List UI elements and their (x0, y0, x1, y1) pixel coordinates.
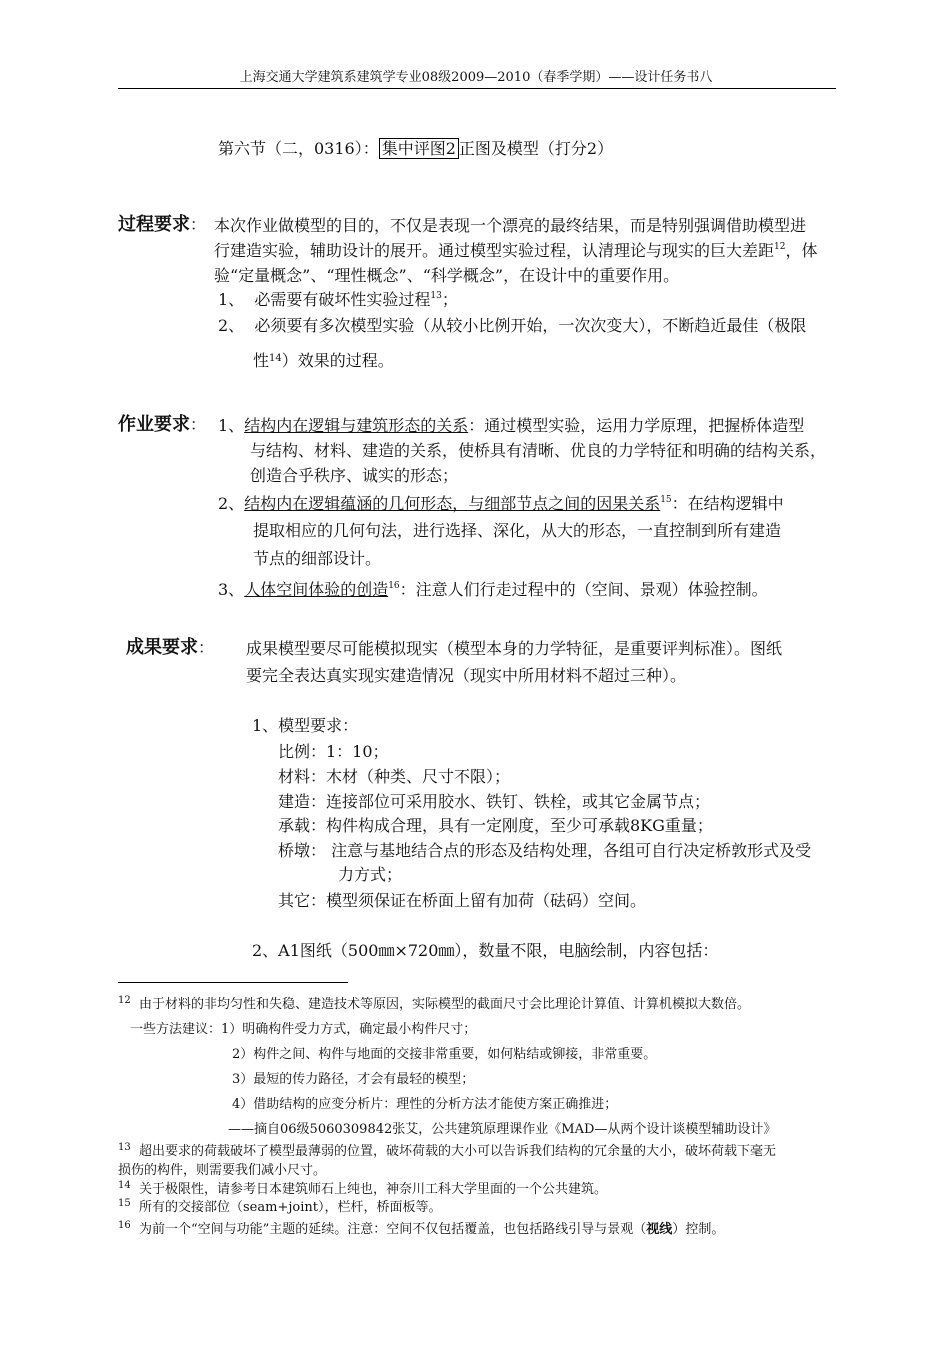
model-other: 其它：模型须保证在桥面上留有加荷（砝码）空间。 (278, 891, 647, 910)
assignment-item-3-num: 3、 (218, 580, 245, 599)
assignment-item-2-line-2: 提取相应的几何句法，进行选择、深化，从大的形态，一直控制到所有建造 (253, 521, 782, 540)
assignment-label: 作业要求 (118, 414, 190, 435)
model-load: 承载：构件构成合理，具有一定刚度，至少可承载8KG重量； (278, 816, 713, 835)
process-item-1-num: 1、 (218, 290, 245, 309)
footnote-ref-13: 13 (430, 291, 442, 301)
footnote-ref-12: 12 (774, 242, 786, 252)
footnote-14-number: 14 (118, 1180, 131, 1191)
process-item-2 (218, 313, 806, 336)
assignment-item-3-rest: ：注意人们行走过程中的（空间、景观）体验控制。 (399, 580, 768, 599)
footnote-12-text: 由于材料的非均匀性和失稳、建造技术等原因，实际模型的截面尺寸会比理论计算值、计算机模拟大数倍。 (139, 997, 751, 1012)
footnote-15 (118, 1196, 441, 1215)
footnote-16-number: 16 (118, 1220, 131, 1231)
model-construction: 建造：连接部位可采用胶水、铁钉、铁栓，或其它金属节点； (278, 792, 711, 811)
result-line-1: 成果模型要尽可能模拟现实（模型本身的力学特征，是重要评判标准）。图纸 (246, 639, 783, 658)
process-line-2-end: ，体 (785, 241, 818, 260)
model-material: 材料：木材（种类、尺寸不限）； (278, 767, 511, 786)
process-item-1-end: ； (441, 290, 458, 309)
footnote-ref-14: 14 (269, 353, 282, 364)
result-line-2: 要完全表达真实现实建造情况（现实中所用材料不超过三种）。 (246, 666, 687, 685)
footnote-13-text: 超出要求的荷载破坏了模型最薄弱的位置，破坏荷载的大小可以告诉我们结构的冗余量的大小，破坏荷载下毫无 (139, 1144, 777, 1159)
process-item-2b-end: ）效果的过程。 (281, 351, 394, 370)
section-suffix: 正图及模型（打分2） (458, 139, 614, 158)
header-rule (118, 88, 836, 89)
assignment-item-2 (218, 491, 784, 514)
footnote-14-text: 关于极限性，请参考日本建筑师石上纯也，神奈川工科大学里面的一个公共建筑。 (139, 1182, 608, 1197)
process-item-2-text: 必须要有多次模型实验（从较小比例开始，一次次变大），不断趋近最佳（极限 (254, 316, 807, 335)
section-prefix: 第六节（二，0316）： (218, 139, 379, 158)
footnote-13 (118, 1140, 776, 1159)
footnote-12 (118, 993, 750, 1012)
drawing-requirements: 2、A1图纸（500㎜×720㎜），数量不限，电脑绘制，内容包括： (252, 941, 719, 960)
assignment-item-1-line-3: 创造合乎秩序、诚实的形态； (250, 466, 459, 485)
model-scale: 比例：1：10； (278, 742, 389, 761)
process-label: 过程要求 (118, 214, 190, 235)
result-label: 成果要求 (126, 637, 198, 658)
process-line-3: 验“定量概念”、“理性概念”、“科学概念”，在设计中的重要作用。 (214, 266, 680, 285)
assignment-colon: ： (190, 415, 207, 434)
footnote-16-text: 为前一个“空间与功能”主题的延续。注意：空间不仅包括覆盖，也包括路线引导与景观（ (139, 1222, 647, 1237)
assignment-item-2-title: 结构内在逻辑蕴涵的几何形态，与细部节点之间的因果关系 (244, 494, 661, 513)
footnote-ref-16: 16 (388, 581, 400, 591)
model-requirements-title: 1、模型要求： (252, 716, 359, 735)
process-line-2 (214, 238, 817, 261)
assignment-item-2-rest: ：在结构逻辑中 (671, 494, 784, 513)
assignment-item-1-rest: ：通过模型实验，运用力学原理，把握桥体造型 (468, 416, 805, 435)
process-heading (118, 210, 206, 236)
footnote-15-number: 15 (118, 1198, 131, 1209)
process-item-1-text: 必需要有破坏性实验过程 (254, 290, 431, 309)
assignment-item-1-line-2: 与结构、材料、建造的关系，使桥具有清晰、优良的力学特征和明确的结构关系， (250, 441, 827, 460)
footnote-12-method-1: 一些方法建议：1）明确构件受力方式，确定最小构件尺寸； (130, 1022, 477, 1037)
footnote-12-source: ——摘自06级5060309842张艾，公共建筑原理课作业《MAD—从两个设计谈模型辅助设计》 (228, 1122, 777, 1137)
process-colon: ： (190, 215, 207, 234)
page-header: 上海交通大学建筑系建筑学专业08级2009—2010（春季学期）——设计任务书八 (239, 70, 713, 85)
assignment-item-3 (218, 577, 768, 600)
footnote-13-number: 13 (118, 1142, 131, 1153)
assignment-item-1-num: 1、 (218, 416, 245, 435)
result-heading (126, 633, 214, 659)
footnote-14 (118, 1178, 607, 1197)
assignment-item-3-title: 人体空间体验的创造 (244, 580, 389, 599)
assignment-item-2-line-3: 节点的细部设计。 (253, 549, 382, 568)
assignment-item-1 (218, 413, 804, 436)
assignment-item-1-title: 结构内在逻辑与建筑形态的关系 (244, 416, 469, 435)
footnote-ref-15: 15 (660, 495, 672, 505)
footnote-12-method-2: 2）构件之间、构件与地面的交接非常重要，如何粘结或铆接，非常重要。 (232, 1047, 657, 1062)
assignment-item-2-num: 2、 (218, 494, 245, 513)
process-item-2-cont (253, 348, 394, 371)
process-line-1: 本次作业做模型的目的，不仅是表现一个漂亮的最终结果，而是特别强调借助模型进 (214, 216, 807, 235)
footnote-15-text: 所有的交接部位（seam+joint），栏杆，桥面板等。 (139, 1200, 442, 1215)
section-line (218, 136, 613, 159)
result-colon: ： (198, 638, 215, 657)
footnote-16 (118, 1218, 724, 1237)
footnote-12-method-4: 4）借助结构的应变分析片：理性的分析方法才能使方案正确推进； (232, 1097, 618, 1112)
footnote-16-end: ）控制。 (672, 1222, 725, 1237)
footnote-12-number: 12 (118, 995, 131, 1006)
footnote-rule (118, 982, 348, 983)
model-pier-line-2: 力方式； (338, 865, 403, 884)
footnote-12-method-3: 3）最短的传力路径，才会有最轻的模型； (232, 1072, 475, 1087)
section-boxed-label: 集中评图2 (379, 138, 459, 159)
process-item-1 (218, 287, 458, 310)
process-line-2-text: 行建造实验，辅助设计的展开。通过模型实验过程，认清理论与现实的巨大差距 (214, 241, 775, 260)
footnote-13-line-2: 损伤的构件，则需要我们减小尺寸。 (118, 1163, 327, 1178)
footnote-16-bold: 视线 (646, 1222, 673, 1237)
assignment-heading (118, 410, 206, 436)
model-pier: 桥墩： 注意与基地结合点的形态及结构处理，各组可自行决定桥敦形式及受 (278, 841, 812, 860)
process-item-2b-text: 性 (253, 351, 270, 370)
process-item-2-num: 2、 (218, 316, 245, 335)
